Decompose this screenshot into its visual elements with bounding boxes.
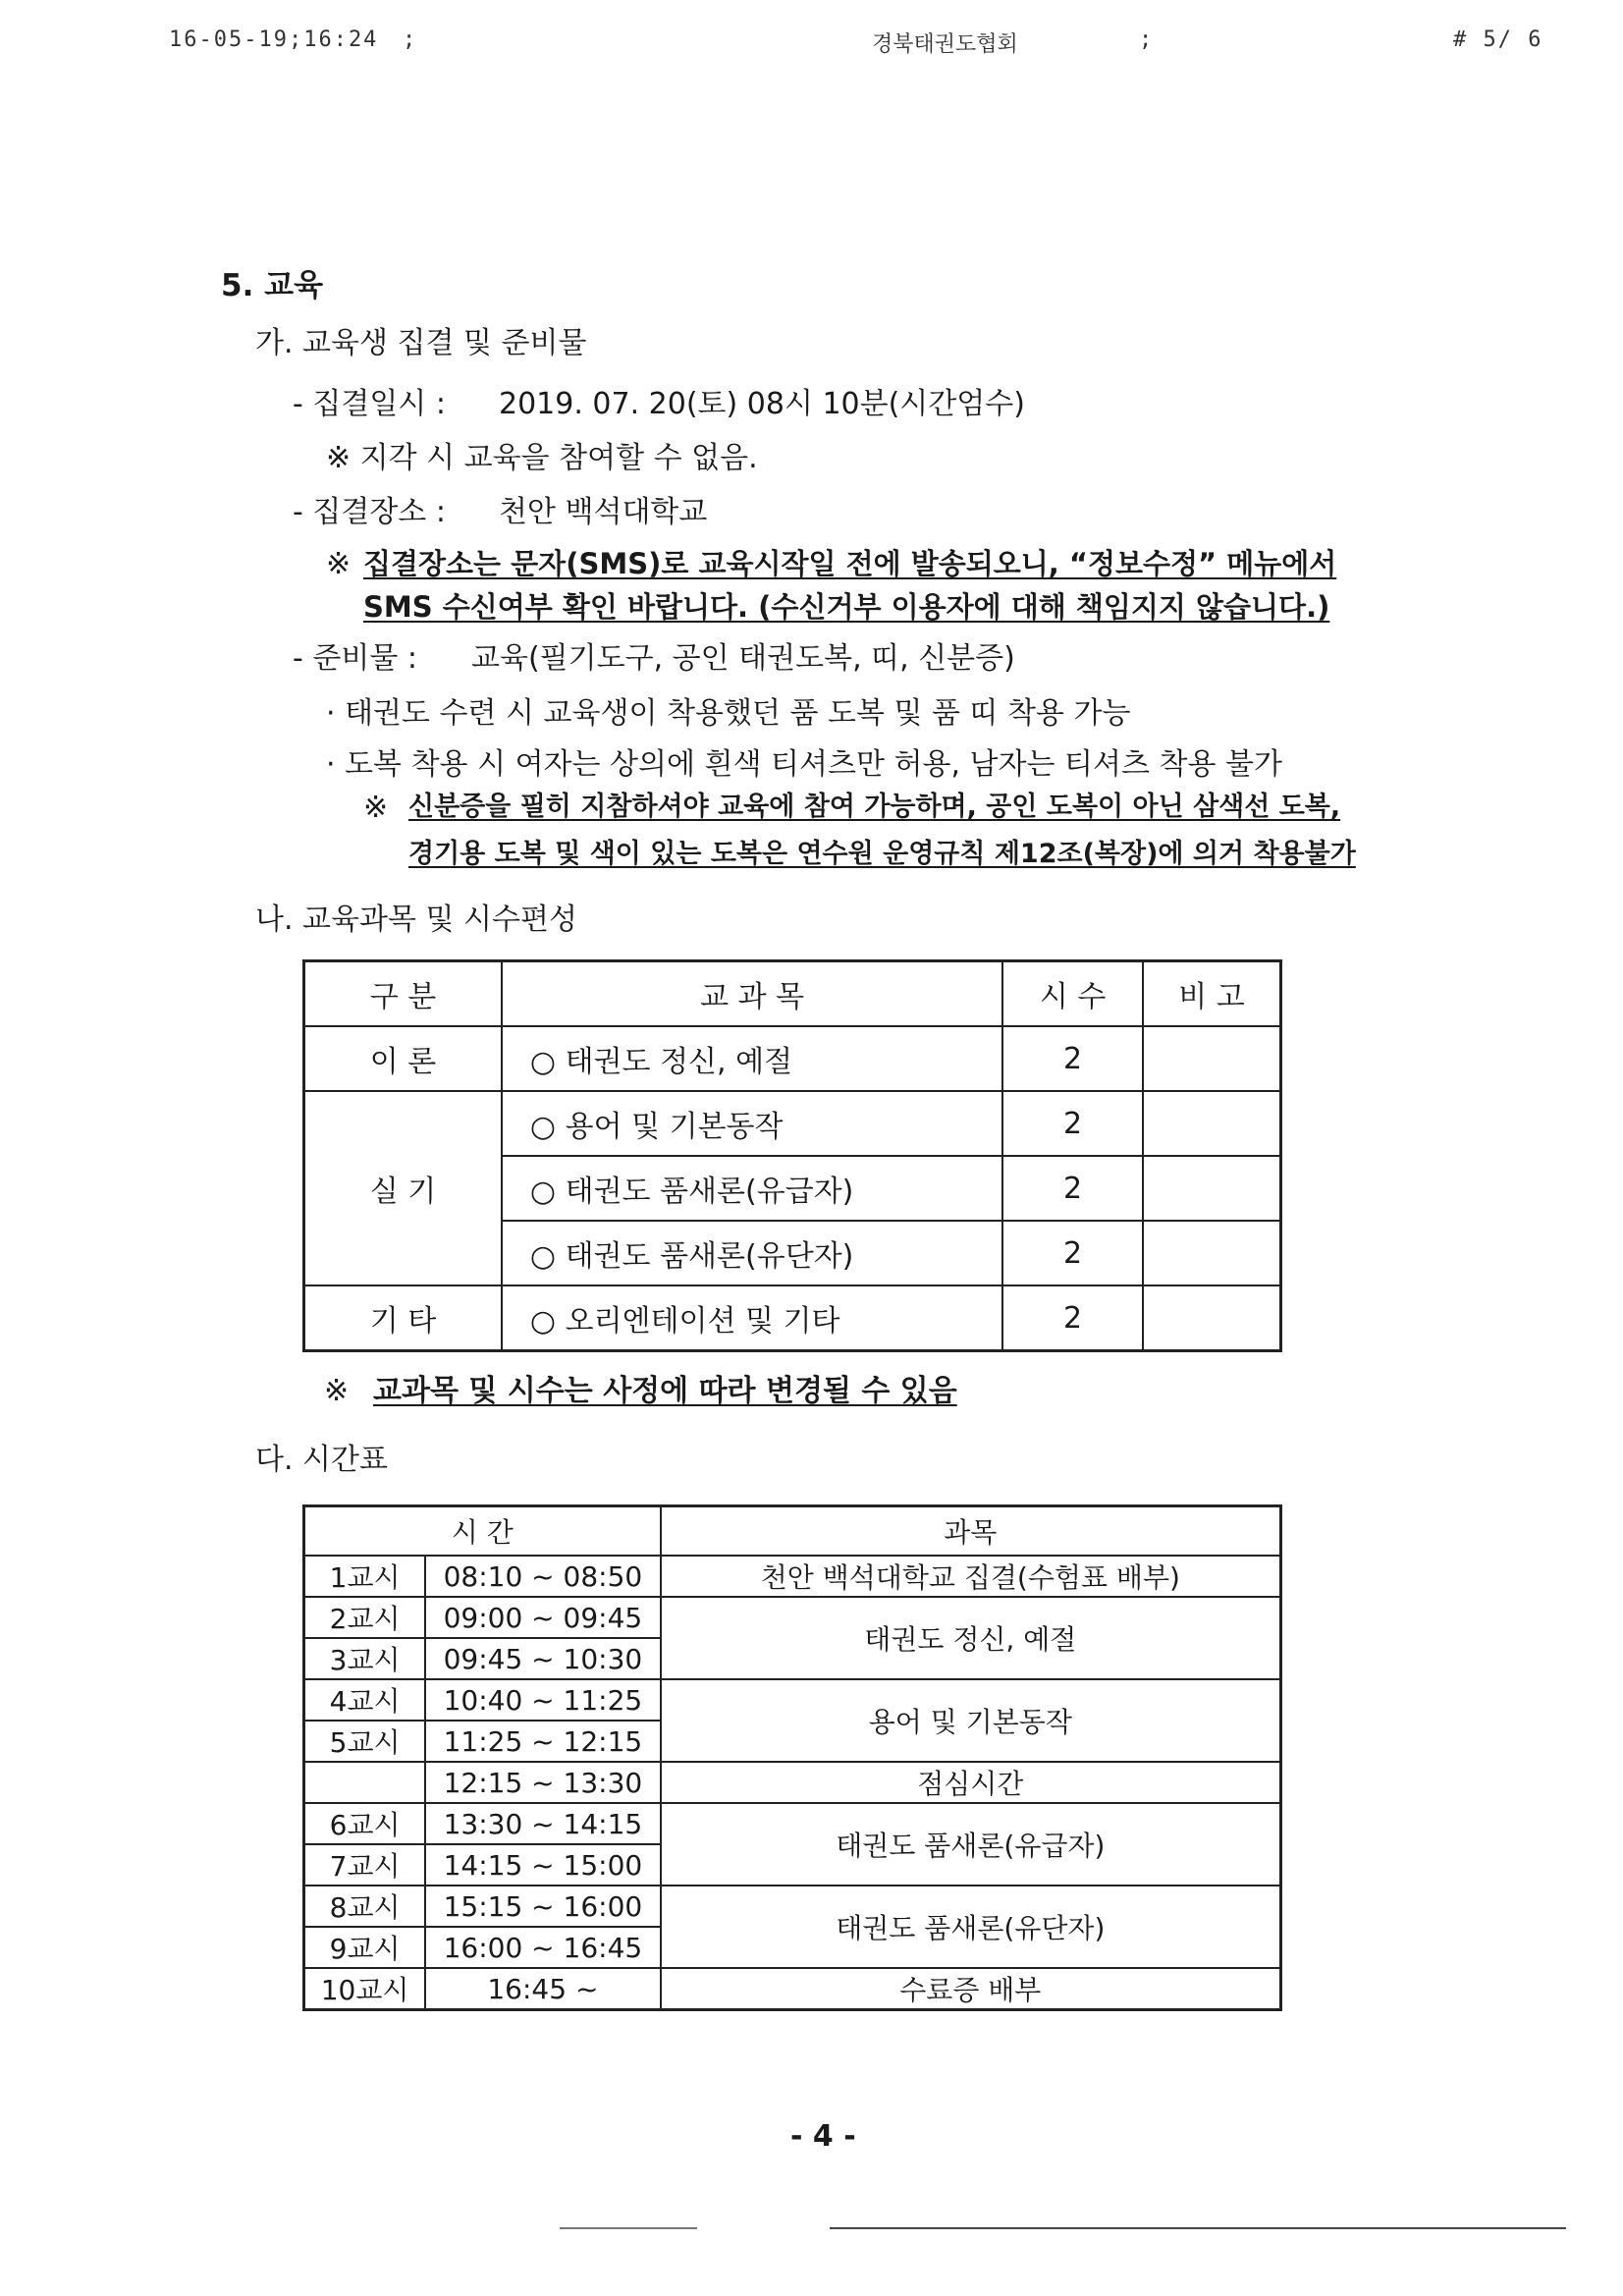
subject-cell: 천안 백석대학교 집결(수험표 배부) — [661, 1556, 1281, 1597]
category-cell: 기 타 — [304, 1285, 502, 1351]
column-header: 비 고 — [1143, 961, 1281, 1027]
fax-page: # 5/ 6 — [1453, 27, 1543, 52]
table-row — [304, 1026, 1281, 1091]
column-header: 교 과 목 — [502, 961, 1002, 1027]
time-cell: 16:45 ~ — [425, 1968, 660, 2010]
fax-datetime: 16-05-19;16:24 — [169, 27, 379, 52]
subject-cell: ○ 용어 및 기본동작 — [502, 1091, 1002, 1156]
late-note: ※ 지각 시 교육을 참여할 수 없음. — [326, 441, 758, 475]
subsection-c-title: 다. 시간표 — [255, 1443, 388, 1477]
sms-note-line2: SMS 수신여부 확인 바랍니다. (수신거부 이용자에 대해 책임지지 않습니다.) — [363, 590, 1330, 624]
hours-cell: 2 — [1002, 1221, 1143, 1285]
time-cell: 15:15 ~ 16:00 — [425, 1886, 660, 1927]
column-header: 시 수 — [1002, 961, 1143, 1027]
table-row — [304, 1679, 1281, 1721]
time-cell: 08:10 ~ 08:50 — [425, 1556, 660, 1597]
bullet-item: · 태권도 수련 시 교육생이 착용했던 품 도복 및 품 띠 착용 가능 — [326, 696, 1131, 731]
subsection-a-title: 가. 교육생 집결 및 준비물 — [255, 326, 587, 360]
gather-time-value: 2019. 07. 20(토) 08시 10분(시간엄수) — [499, 387, 1025, 421]
period-cell: 7교시 — [304, 1844, 426, 1886]
hours-cell: 2 — [1002, 1156, 1143, 1221]
subject-cell: 태권도 품새론(유단자) — [661, 1886, 1281, 1968]
table-row — [304, 1762, 1281, 1803]
period-cell — [304, 1762, 426, 1803]
fax-sender: 경북태권도협회 — [872, 32, 1018, 57]
table-header-row — [304, 961, 1281, 1027]
period-cell: 5교시 — [304, 1721, 426, 1762]
time-cell: 14:15 ~ 15:00 — [425, 1844, 660, 1886]
note-cell — [1143, 1285, 1281, 1351]
section-title: 5. 교육 — [221, 268, 324, 303]
time-cell: 11:25 ~ 12:15 — [425, 1721, 660, 1762]
note-mark: ※ — [324, 1374, 350, 1408]
subject-cell: ○ 태권도 품새론(유급자) — [502, 1156, 1002, 1221]
table-row — [304, 1597, 1281, 1638]
period-cell: 10교시 — [304, 1968, 426, 2010]
fax-separator: ; — [403, 27, 418, 52]
time-cell: 16:00 ~ 16:45 — [425, 1927, 660, 1968]
time-cell: 09:00 ~ 09:45 — [425, 1597, 660, 1638]
table-row — [304, 1556, 1281, 1597]
period-cell: 2교시 — [304, 1597, 426, 1638]
note-cell — [1143, 1156, 1281, 1221]
category-cell: 실 기 — [304, 1091, 502, 1285]
gather-time-label: - 집결일시 : — [293, 387, 446, 421]
subject-table — [302, 959, 1282, 1352]
table-footnote: 교과목 및 시수는 사정에 따라 변경될 수 있음 — [373, 1374, 957, 1408]
note-mark: ※ — [363, 791, 389, 825]
table-row — [304, 1886, 1281, 1927]
page-number: - 4 - — [790, 2119, 856, 2154]
subject-cell: 점심시간 — [661, 1762, 1281, 1803]
table-row — [304, 1803, 1281, 1844]
hours-cell: 2 — [1002, 1026, 1143, 1091]
period-cell: 6교시 — [304, 1803, 426, 1844]
time-cell: 13:30 ~ 14:15 — [425, 1803, 660, 1844]
footer-divider — [830, 2227, 1566, 2229]
hours-cell: 2 — [1002, 1285, 1143, 1351]
schedule-table — [302, 1504, 1282, 2011]
column-header: 구 분 — [304, 961, 502, 1027]
id-note-line1: 신분증을 필히 지참하셔야 교육에 참여 가능하며, 공인 도복이 아닌 삼색선 도복, — [408, 792, 1341, 822]
hours-cell: 2 — [1002, 1091, 1143, 1156]
fax-separator: ; — [1139, 27, 1155, 52]
gather-place-label: - 집결장소 : — [293, 495, 446, 529]
subject-cell: 태권도 정신, 예절 — [661, 1597, 1281, 1679]
column-header: 과목 — [661, 1506, 1281, 1557]
time-cell: 10:40 ~ 11:25 — [425, 1679, 660, 1721]
bullet-item: · 도복 착용 시 여자는 상의에 흰색 티셔츠만 허용, 남자는 티셔츠 착용 불가 — [326, 747, 1282, 782]
subject-cell: ○ 오리엔테이션 및 기타 — [502, 1285, 1002, 1351]
period-cell: 8교시 — [304, 1886, 426, 1927]
id-note-line2: 경기용 도복 및 색이 있는 도복은 연수원 운영규칙 제12조(복장)에 의거 착용불가 — [408, 839, 1356, 869]
subject-cell: ○ 태권도 정신, 예절 — [502, 1026, 1002, 1091]
period-cell: 1교시 — [304, 1556, 426, 1597]
category-cell: 이 론 — [304, 1026, 502, 1091]
note-mark: ※ — [326, 547, 352, 581]
sms-note-line1: 집결장소는 문자(SMS)로 교육시작일 전에 발송되오니, “정보수정” 메뉴에서 — [363, 547, 1337, 580]
time-cell: 09:45 ~ 10:30 — [425, 1638, 660, 1679]
gather-place-value: 천안 백석대학교 — [499, 495, 708, 529]
prep-value: 교육(필기도구, 공인 태권도복, 띠, 신분증) — [471, 641, 1015, 676]
note-cell — [1143, 1026, 1281, 1091]
subject-cell: ○ 태권도 품새론(유단자) — [502, 1221, 1002, 1285]
subsection-b-title: 나. 교육과목 및 시수편성 — [255, 902, 577, 937]
note-cell — [1143, 1221, 1281, 1285]
period-cell: 4교시 — [304, 1679, 426, 1721]
subject-cell: 수료증 배부 — [661, 1968, 1281, 2010]
table-row — [304, 1968, 1281, 2010]
footer-divider — [560, 2227, 697, 2229]
time-cell: 12:15 ~ 13:30 — [425, 1762, 660, 1803]
table-row — [304, 1285, 1281, 1351]
table-row — [304, 1091, 1281, 1156]
subject-cell: 태권도 품새론(유급자) — [661, 1803, 1281, 1886]
column-header: 시 간 — [304, 1506, 661, 1557]
table-header-row — [304, 1506, 1281, 1557]
prep-label: - 준비물 : — [293, 641, 417, 676]
note-cell — [1143, 1091, 1281, 1156]
subject-cell: 용어 및 기본동작 — [661, 1679, 1281, 1762]
period-cell: 9교시 — [304, 1927, 426, 1968]
period-cell: 3교시 — [304, 1638, 426, 1679]
